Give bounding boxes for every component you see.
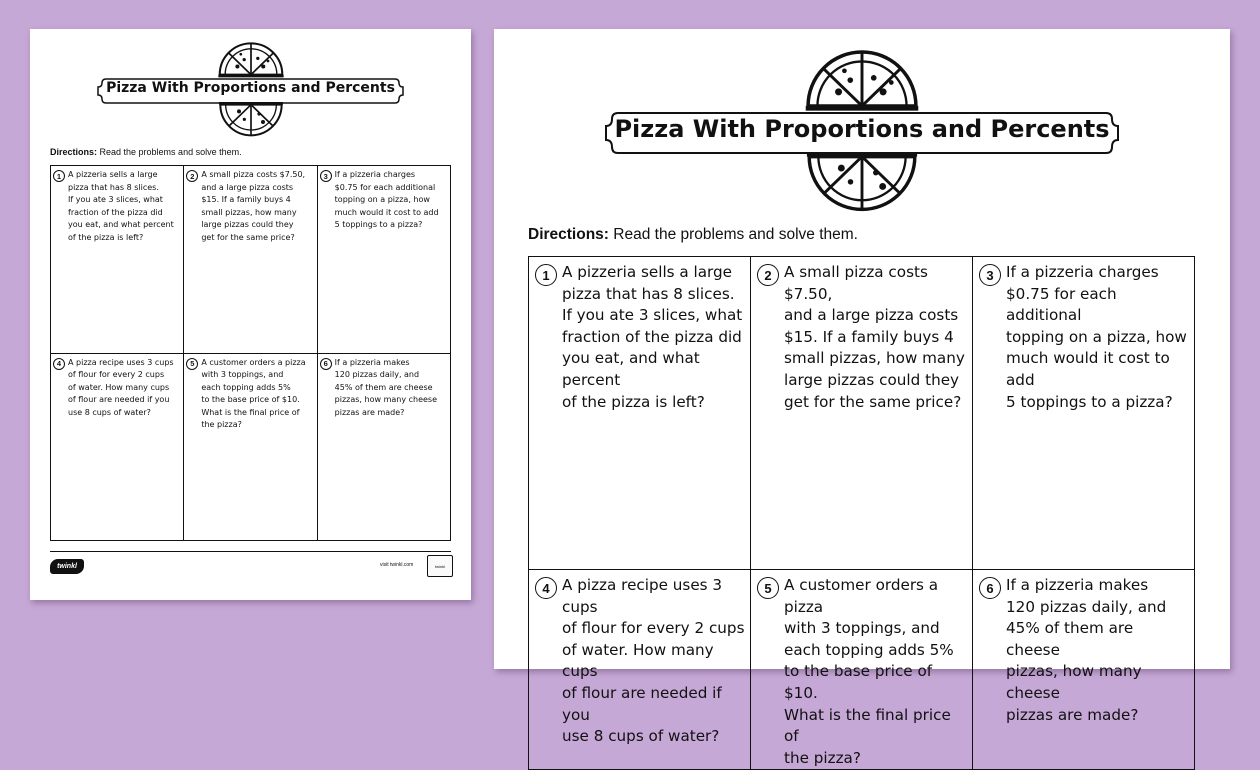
- question-number: 6: [979, 577, 1001, 599]
- pizza-top-icon: [803, 45, 921, 113]
- question-cell: [317, 353, 450, 541]
- question-number: 6: [320, 358, 332, 370]
- question-text: A pizza recipe uses 3 cups of flour for every 2 cups of water. How many cups of flour are needed if you use 8 cups of water?: [68, 357, 174, 417]
- question-number: 3: [320, 170, 332, 182]
- worksheet-preview-large: [494, 29, 1230, 767]
- question-number: 1: [535, 264, 557, 286]
- footer-url: visit twinkl.com: [380, 562, 414, 568]
- question-text: A small pizza costs $7.50, and a large pizza costs $15. If a family buys 4 small pizzas, how many large pizzas could they get for the same price?: [201, 170, 306, 242]
- question-text: If a pizzeria charges $0.75 for each additional topping on a pizza, how much would it cost to add 5 toppings to a pizza?: [1006, 263, 1187, 411]
- question-cell: [973, 257, 1195, 570]
- questions-grid: [50, 165, 451, 541]
- question-number: 3: [979, 264, 1001, 286]
- question-text: If a pizzeria makes 120 pizzas daily, and 45% of them are cheese pizzas, how many cheese pizzas are made?: [334, 357, 438, 417]
- question-cell: [184, 166, 317, 354]
- question-cell: [317, 166, 450, 354]
- question-cell: [751, 257, 973, 570]
- page-title: Pizza With Proportions and Percents: [614, 115, 1110, 143]
- question-text: A pizzeria sells a large pizza that has 8 slices. If you ate 3 slices, what fraction of the pizza did you eat, and what percent of the pizza is left?: [562, 263, 743, 411]
- question-text: A pizza recipe uses 3 cups of flour for every 2 cups of water. How many cups of flour are needed if you use 8 cups of water?: [562, 576, 745, 746]
- footer-divider: [50, 551, 451, 552]
- question-text: A small pizza costs $7.50, and a large pizza costs $15. If a family buys 4 small pizzas, how many large pizzas could they get for the same price?: [784, 263, 965, 411]
- question-number: 4: [535, 577, 557, 599]
- question-number: 5: [186, 358, 198, 370]
- question-cell: [51, 353, 184, 541]
- question-cell: [751, 570, 973, 770]
- pizza-bottom-icon: [217, 102, 285, 138]
- question-text: A customer orders a pizza with 3 toppings, and each topping adds 5% to the base price of $10. What is the final price of the pizza?: [201, 357, 306, 430]
- directions: Directions: Read the problems and solve them.: [50, 147, 242, 157]
- question-number: 1: [53, 170, 65, 182]
- pizza-top-icon: [217, 39, 285, 79]
- question-cell: [529, 257, 751, 570]
- question-number: 2: [757, 264, 779, 286]
- footer-badge: twinkl: [427, 555, 453, 577]
- question-number: 4: [53, 358, 65, 370]
- twinkl-logo: twinkl: [50, 559, 84, 574]
- question-number: 5: [757, 577, 779, 599]
- question-cell: [973, 570, 1195, 770]
- page-title: Pizza With Proportions and Percents: [106, 80, 395, 96]
- question-text: If a pizzeria charges $0.75 for each additional topping on a pizza, how much would it cost to add 5 toppings to a pizza?: [334, 170, 439, 230]
- question-number: 2: [186, 170, 198, 182]
- question-text: If a pizzeria makes 120 pizzas daily, and 45% of them are cheese pizzas, how many cheese pizzas are made?: [1006, 576, 1167, 724]
- question-cell: [184, 353, 317, 541]
- questions-grid: [528, 256, 1195, 770]
- directions: Directions: Read the problems and solve them.: [528, 226, 858, 243]
- question-cell: [51, 166, 184, 354]
- question-text: A customer orders a pizza with 3 toppings, and each topping adds 5% to the base price of $10. What is the final price of the pizza?: [784, 576, 954, 767]
- pizza-bottom-icon: [803, 152, 921, 214]
- question-text: A pizzeria sells a large pizza that has 8 slices. If you ate 3 slices, what fraction of the pizza did you eat, and what percent of the pizza is left?: [68, 170, 174, 242]
- worksheet-preview-small: [30, 29, 471, 600]
- question-cell: [529, 570, 751, 770]
